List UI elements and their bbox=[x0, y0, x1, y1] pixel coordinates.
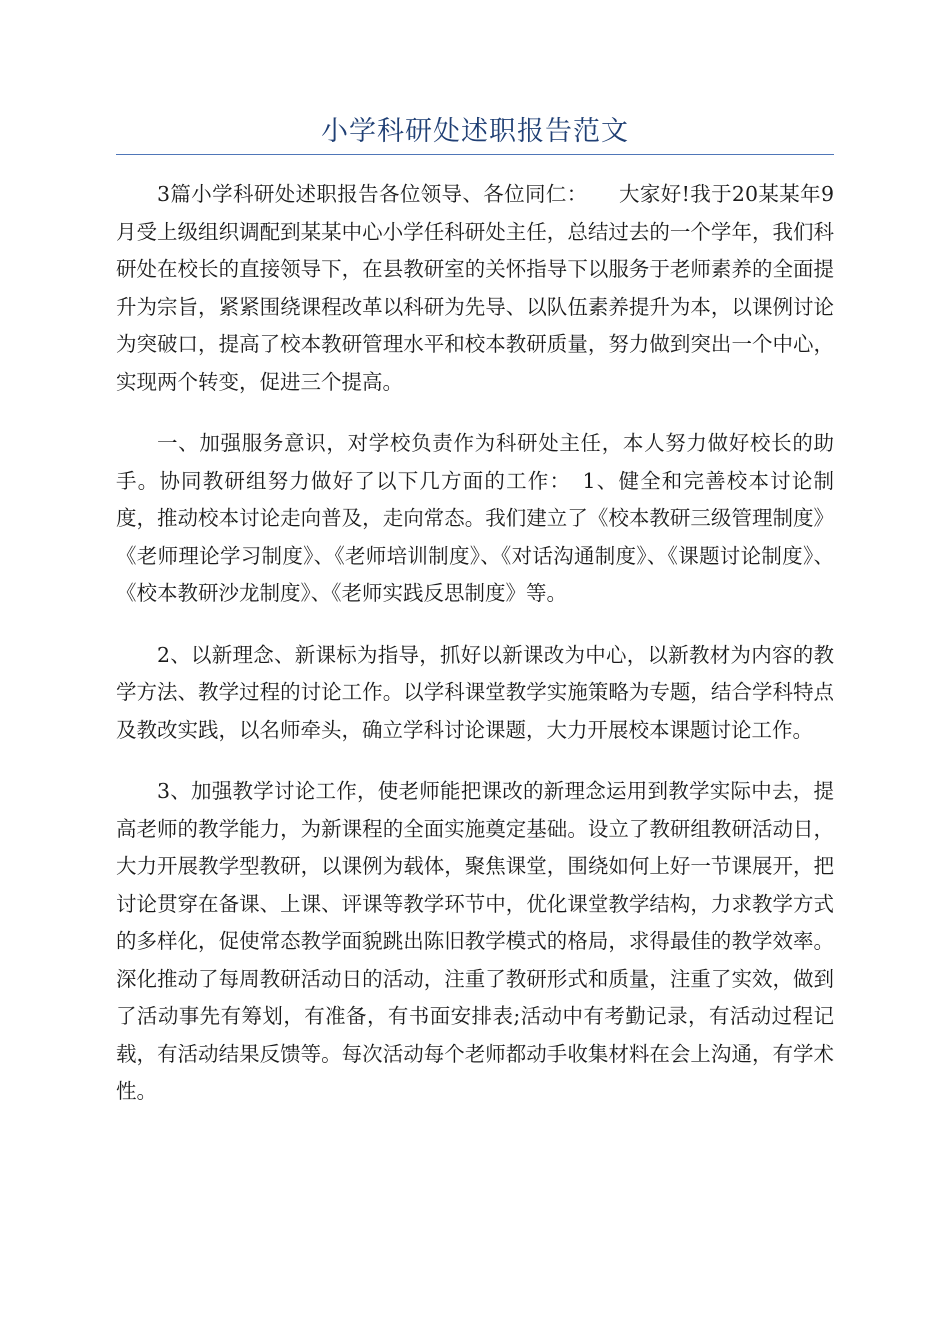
paragraph-intro: 3篇小学科研处述职报告各位领导、各位同仁： 大家好!我于20某某年9月受上级组织调配到某某中心小学任科研处主任，总结过去的一个学年，我们科研处在校长的直接领导下，在县教研室的关怀指导下以服务于老师素养的全面提升为宗旨，紧紧围绕课程改革以科研为先导、以队伍素养提升为本，以课例讨论为突破口，提高了校本教研管理水平和校本教研质量，努力做到突出一个中心，实现两个转变，促进三个提高。 bbox=[116, 182, 834, 394]
title-underline bbox=[116, 154, 834, 155]
paragraph-section-2: 2、以新理念、新课标为指导，抓好以新课改为中心，以新教材为内容的教学方法、教学过程的讨论工作。以学科课堂教学实施策略为专题，结合学科特点及教改实践，以名师牵头，确立学科讨论课题，大力开展校本课题讨论工作。 bbox=[116, 642, 834, 742]
paragraph-section-1: 一、加强服务意识，对学校负责作为科研处主任，本人努力做好校长的助手。协同教研组努力做好了以下几方面的工作： 1、健全和完善校本讨论制度，推动校本讨论走向普及，走向常态。我们建立了《校本教研三级管理制度》《老师理论学习制度》、《老师培训制度》、《对话沟通制度》、《课题讨论制度》、《校本教研沙龙制度》、《老师实践反思制度》等。 bbox=[116, 431, 834, 605]
document-title: 小学科研处述职报告范文 bbox=[321, 116, 629, 147]
document-body bbox=[116, 176, 834, 1135]
paragraph-section-3: 3、加强教学讨论工作，使老师能把课改的新理念运用到教学实际中去，提高老师的教学能力，为新课程的全面实施奠定基础。设立了教研组教研活动日，大力开展教学型教研，以课例为载体，聚焦课堂，围绕如何上好一节课展开，把讨论贯穿在备课、上课、评课等教学环节中，优化课堂教学结构，力求教学方式的多样化，促使常态教学面貌跳出陈旧教学模式的格局，求得最佳的教学效率。深化推动了每周教研活动日的活动，注重了教研形式和质量，注重了实效，做到了活动事先有筹划，有准备，有书面安排表;活动中有考勤记录，有活动过程记载，有活动结果反馈等。每次活动每个老师都动手收集材料在会上沟通，有学术性。 bbox=[116, 779, 834, 1103]
